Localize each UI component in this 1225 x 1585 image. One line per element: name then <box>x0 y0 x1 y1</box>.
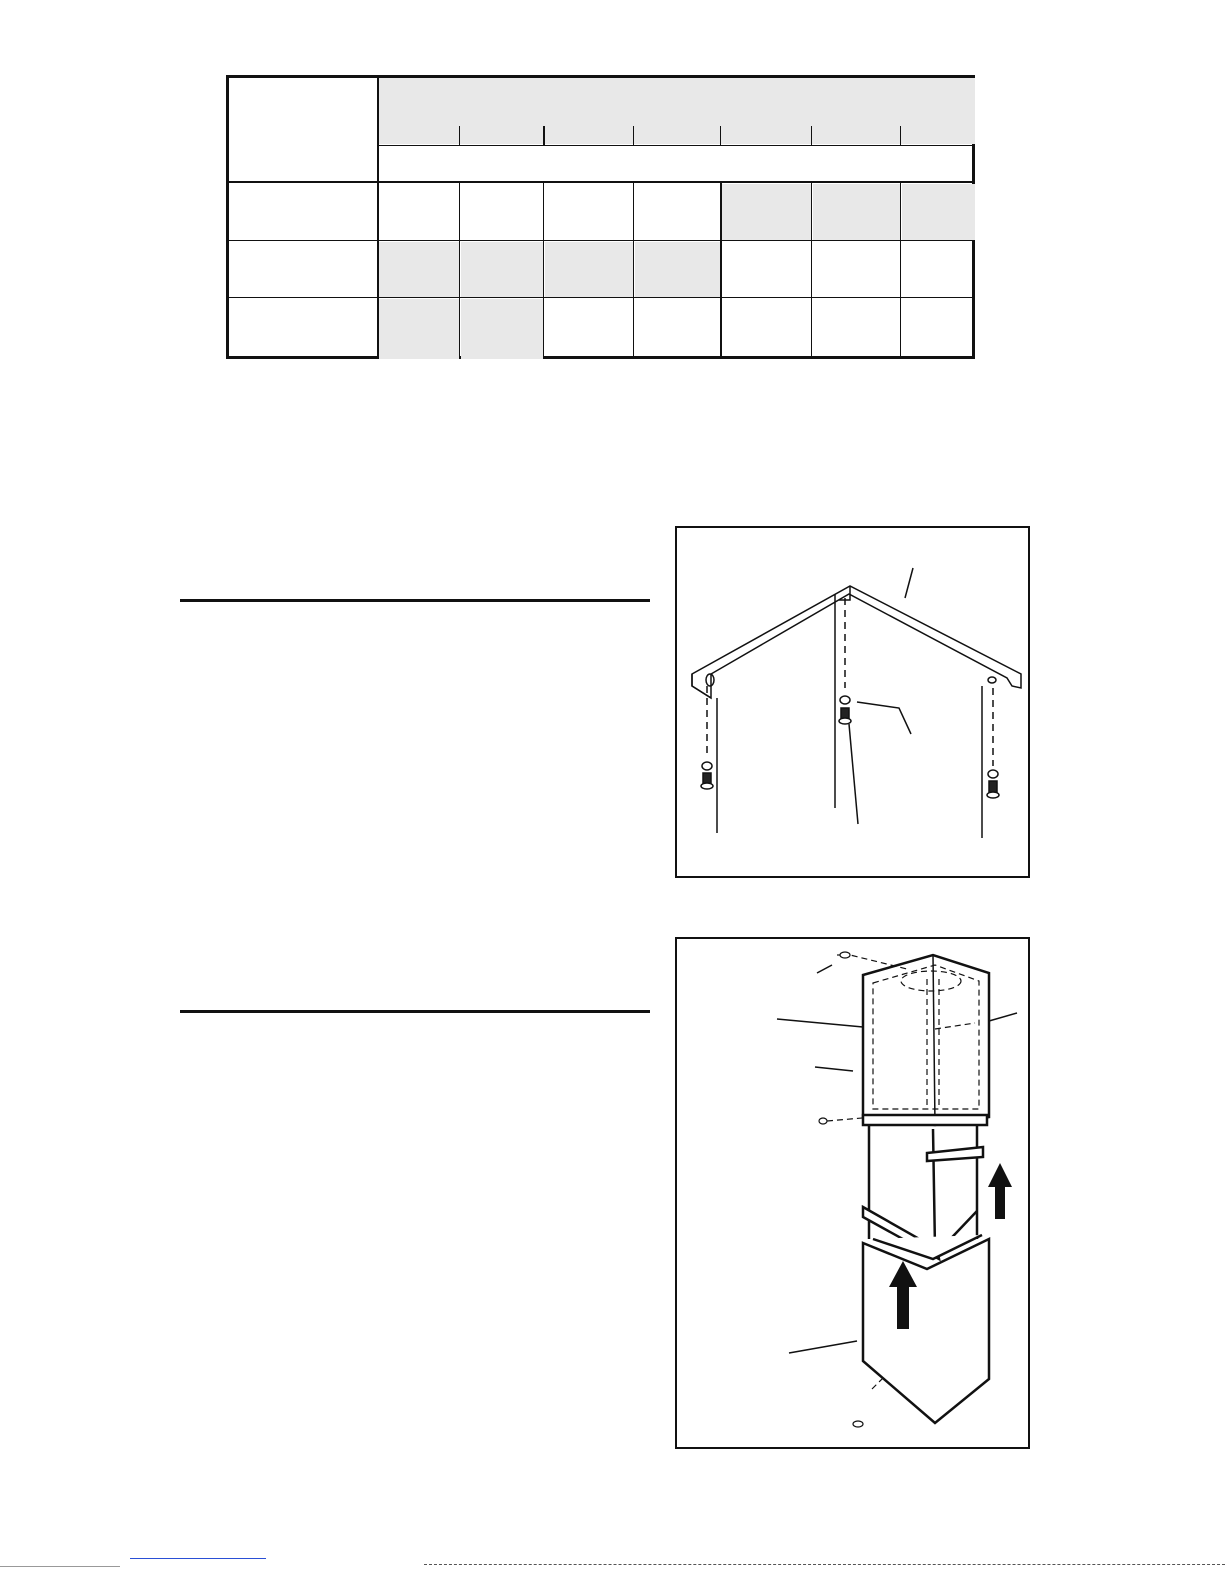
table-cell-r1-c6 <box>813 184 900 240</box>
table-tick <box>900 126 901 145</box>
table-cell-r2-c3 <box>545 242 633 297</box>
table-tick <box>459 126 460 145</box>
table-divider <box>543 183 544 359</box>
section-rule <box>180 1010 650 1013</box>
table-divider <box>229 181 975 183</box>
table-divider <box>379 145 975 146</box>
table-divider <box>377 78 379 359</box>
chimney-duct-cover-figure <box>675 937 1030 1449</box>
table-divider <box>229 240 975 241</box>
table-cell-r1-c7 <box>902 184 975 240</box>
section-rule <box>180 599 650 602</box>
table-divider <box>459 183 460 359</box>
duct-cover-drawing <box>677 939 1028 1447</box>
table-divider <box>900 183 901 359</box>
table-cell-r2-c4 <box>635 242 720 297</box>
table-divider <box>633 183 634 359</box>
table-header-subrow <box>379 146 975 180</box>
footer-line <box>424 1564 1225 1565</box>
table-divider <box>720 183 722 359</box>
table-cell-r2-c1 <box>379 242 459 297</box>
table-cell-r1-c5 <box>722 184 811 240</box>
bracket-mounting-figure <box>675 526 1030 878</box>
table-tick <box>811 126 812 145</box>
table-divider <box>229 297 975 298</box>
bracket-drawing <box>677 528 1028 876</box>
table-cell-r2-c2 <box>461 242 543 297</box>
table-cell-r3-c2 <box>461 299 543 359</box>
footer-link-underline <box>130 1558 266 1559</box>
spec-table <box>226 75 975 359</box>
table-tick <box>543 126 545 145</box>
footer-line <box>0 1566 120 1567</box>
table-tick <box>633 126 634 145</box>
table-cell-r3-c1 <box>379 299 459 359</box>
table-divider <box>811 183 812 359</box>
table-header-band <box>379 78 975 144</box>
table-tick <box>720 126 721 145</box>
